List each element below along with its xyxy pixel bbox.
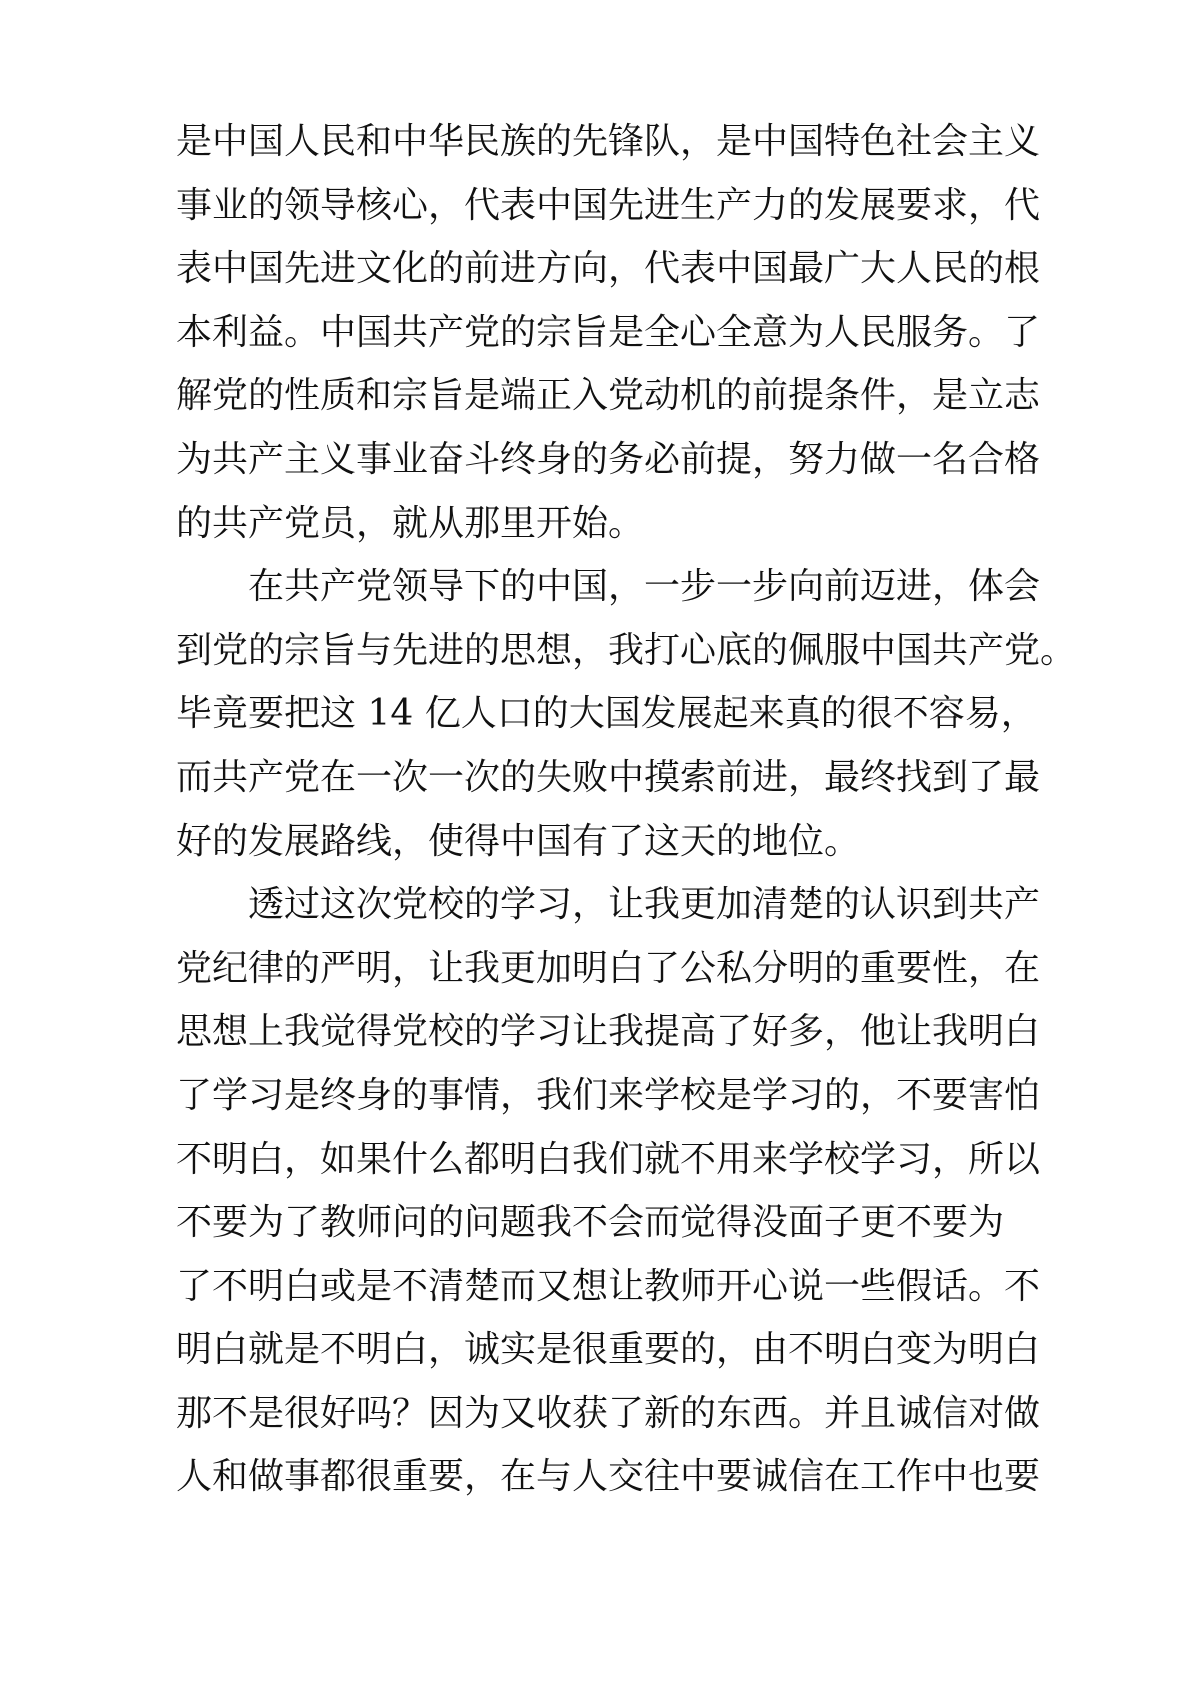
body-text	[176, 110, 1077, 1509]
text-line: 人和做事都很重要，在与人交往中要诚信在工作中也要	[176, 1456, 1041, 1498]
paragraph-first-line: 透过这次党校的学习，让我更加清楚的认识到共产	[248, 884, 1041, 926]
text-line: 不要为了教师问的问题我不会而觉得没面子更不要为	[176, 1202, 1005, 1244]
text-line: 到党的宗旨与先进的思想，我打心底的佩服中国共产党。	[176, 629, 1077, 671]
text-line: 的共产党员，就从那里开始。	[176, 502, 645, 544]
text-line: 事业的领导核心，代表中国先进生产力的发展要求，代	[176, 184, 1041, 226]
text-line: 毕竟要把这 14 亿人口的大国发展起来真的很不容易，	[176, 693, 1037, 735]
text-line: 是中国人民和中华民族的先锋队，是中国特色社会主义	[176, 121, 1041, 162]
text-line: 而共产党在一次一次的失败中摸索前进，最终找到了最	[176, 756, 1041, 798]
text-line: 不明白，如果什么都明白我们就不用来学校学习，所以	[176, 1138, 1041, 1180]
text-line: 为共产主义事业奋斗终身的务必前提，努力做一名合格	[176, 438, 1041, 480]
text-line: 解党的性质和宗旨是端正入党动机的前提条件，是立志	[176, 375, 1041, 417]
text-line: 表中国先进文化的前进方向，代表中国最广大人民的根	[176, 248, 1041, 290]
text-line: 思想上我觉得党校的学习让我提高了好多，他让我明白	[176, 1011, 1041, 1053]
text-line: 那不是很好吗？因为又收获了新的东西。并且诚信对做	[176, 1392, 1041, 1434]
text-line: 明白就是不明白，诚实是很重要的，由不明白变为明白	[176, 1329, 1041, 1371]
paragraph-first-line: 在共产党领导下的中国，一步一步向前迈进，体会	[248, 566, 1041, 608]
text-line: 了不明白或是不清楚而又想让教师开心说一些假话。不	[176, 1265, 1041, 1307]
text-line: 了学习是终身的事情，我们来学校是学习的，不要害怕	[176, 1074, 1041, 1116]
text-line: 本利益。中国共产党的宗旨是全心全意为人民服务。了	[176, 311, 1041, 353]
text-line: 好的发展路线，使得中国有了这天的地位。	[176, 820, 861, 862]
text-line: 党纪律的严明，让我更加明白了公私分明的重要性，在	[176, 947, 1041, 989]
